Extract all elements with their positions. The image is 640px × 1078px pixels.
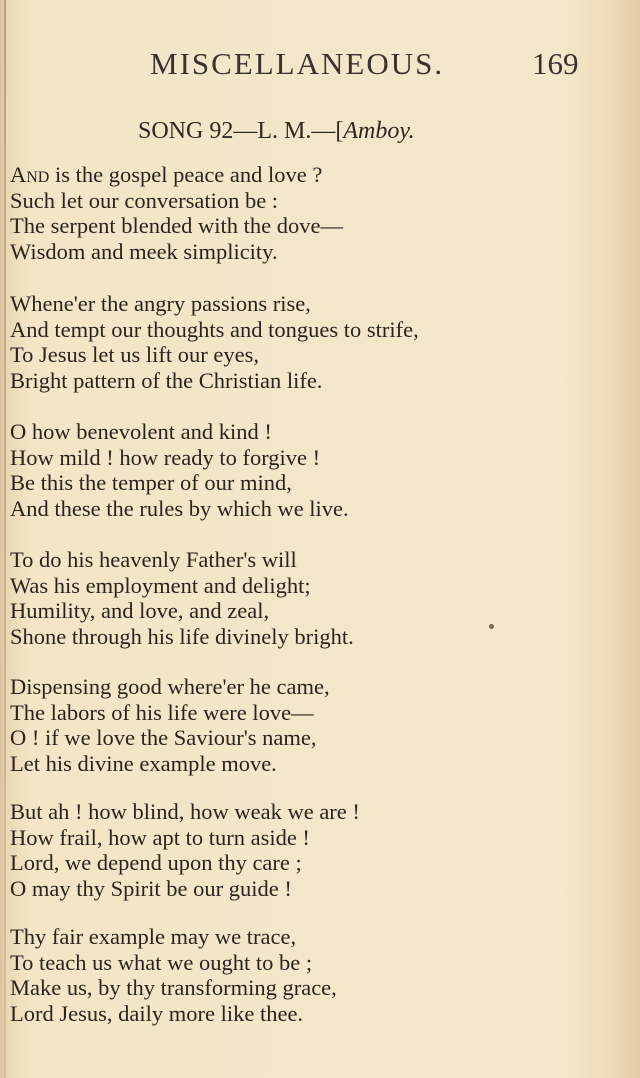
verse-line: Thy fair example may we trace, (10, 924, 297, 949)
verse-line: Let his divine example move. (10, 750, 277, 776)
verse-line: Bright pattern of the Christian life. (10, 367, 323, 393)
verse-line: How mild ! how ready to forgive ! (10, 444, 321, 470)
verse-line: Lord, we depend upon thy care ; (10, 850, 302, 876)
verse-line: The serpent blended with the dove— (10, 213, 344, 239)
verse-3 (10, 419, 349, 521)
verse-first-word: And (10, 162, 50, 187)
verse-6 (10, 799, 360, 901)
verse-line: O may thy Spirit be our guide ! (10, 875, 292, 901)
verse-line: But ah ! how blind, how weak we are ! (10, 799, 360, 824)
verse-line: To teach us what we ought to be ; (10, 949, 313, 975)
page-spine-edge (4, 0, 6, 1078)
running-header-title: MISCELLANEOUS. (150, 46, 445, 81)
verse-line: Shone through his life divinely bright. (10, 623, 354, 649)
verse-line: The labors of his life were love— (10, 699, 314, 725)
verse-line: O how benevolent and kind ! (10, 419, 272, 444)
verse-line: Was his employment and delight; (10, 572, 311, 598)
verse-2 (10, 291, 419, 393)
verse-line: Humility, and love, and zeal, (10, 598, 270, 624)
verse-line: And these the rules by which we live. (10, 495, 349, 521)
song-heading (138, 118, 415, 145)
verse-line: Whene'er the angry passions rise, (10, 291, 311, 316)
verse-line: To Jesus let us lift our eyes, (10, 342, 260, 368)
verse-line: O ! if we love the Saviour's name, (10, 725, 317, 751)
verse-5 (10, 674, 330, 776)
verse-line: Be this the temper of our mind, (10, 470, 292, 496)
verse-line: How frail, how apt to turn aside ! (10, 824, 310, 850)
verse-line: Lord Jesus, daily more like thee. (10, 1000, 304, 1026)
verse-line: And tempt our thoughts and tongues to strife, (10, 316, 419, 342)
verse-line: Make us, by thy transforming grace, (10, 975, 337, 1001)
verse-1 (10, 162, 343, 264)
verse-first-line-rest: is the gospel peace and love ? (49, 162, 323, 187)
song-heading-number-meter: SONG 92—L. M.—[ (138, 118, 344, 144)
verse-line: Wisdom and meek simplicity. (10, 238, 278, 264)
verse-line: Such let our conversation be : (10, 187, 279, 213)
verse-line: To do his heavenly Father's will (10, 547, 297, 572)
paper-speck (489, 624, 494, 629)
song-tune-name: Amboy. (343, 118, 415, 144)
verse-line (10, 162, 343, 188)
page-number: 169 (532, 46, 579, 81)
verse-4 (10, 547, 354, 649)
verse-line: Dispensing good where'er he came, (10, 674, 330, 699)
verse-7 (10, 924, 337, 1026)
